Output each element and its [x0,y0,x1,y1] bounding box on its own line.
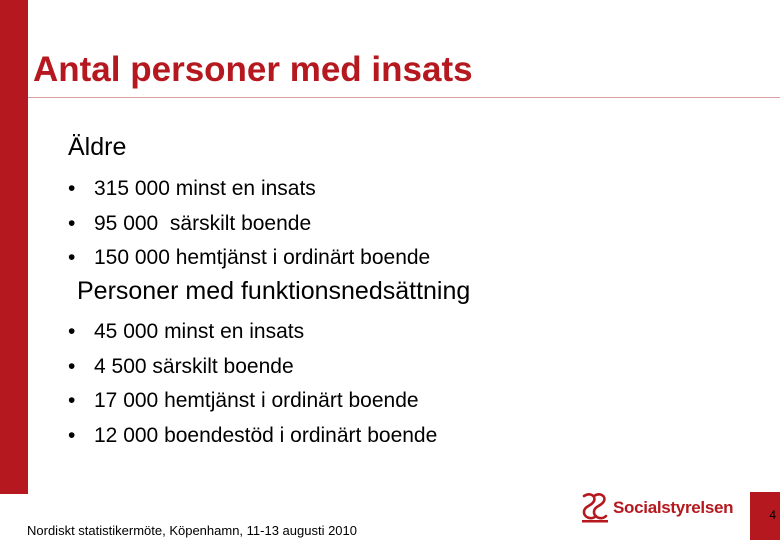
page-number: 4 [769,508,776,522]
list-item-text: 4 500 särskilt boende [94,354,294,378]
bullet-list-funktionsnedsattning [68,315,437,453]
list-item-text: 17 000 hemtjänst i ordinärt boende [94,389,419,412]
list-item [68,241,430,276]
socialstyrelsen-logo [580,492,733,524]
bullet-icon: • [68,320,76,343]
bullet-icon: • [68,423,76,447]
list-item [68,350,437,385]
footer-text: Nordiskt statistikermöte, Köpenhamn, 11-13 augusti 2010 [27,523,357,538]
list-item-text: 315 000 minst en insats [94,177,316,200]
list-item-text: 150 000 hemtjänst i ordinärt boende [94,246,431,269]
bullet-icon: • [68,389,76,412]
list-item-text: 95 000 särskilt boende [94,211,312,235]
list-item [68,172,430,207]
bullet-list-aldre [68,172,430,276]
left-accent-bar [0,0,28,494]
bullet-icon: • [68,177,76,200]
list-item-text: 12 000 boendestöd i ordinärt boende [94,423,438,447]
list-item [68,384,437,419]
list-item [68,419,437,454]
list-item-text: 45 000 minst en insats [94,320,305,343]
section-heading-funktionsnedsattning: Personer med funktionsnedsättning [77,277,471,305]
socialstyrelsen-logo-icon [580,492,610,524]
title-divider [28,97,780,98]
bullet-icon: • [68,246,76,269]
list-item [68,315,437,350]
bullet-icon: • [68,354,76,378]
logo-text: Socialstyrelsen [613,498,734,517]
bullet-icon: • [68,211,76,235]
slide-title: Antal personer med insats [33,50,473,89]
list-item [68,207,430,242]
section-heading-aldre: Äldre [68,133,127,161]
page-number-box [750,492,780,540]
